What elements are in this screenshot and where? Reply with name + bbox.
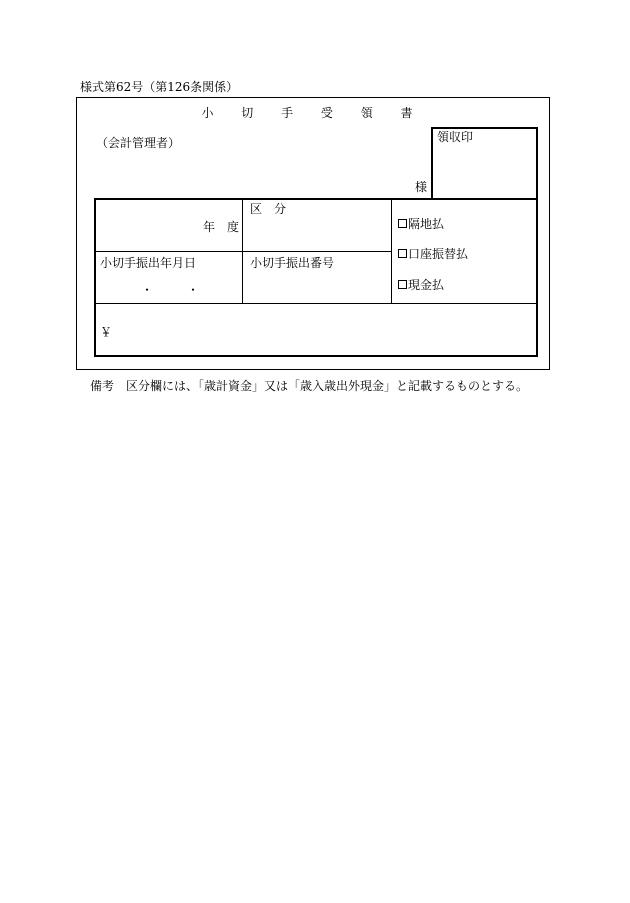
payment-option-label: 現金払 [408, 278, 445, 292]
grid-divider-horizontal-1 [95, 251, 392, 252]
amount-yen-symbol: ￥ [100, 325, 113, 339]
category-label: 区 分 [250, 202, 287, 216]
check-issue-date-label: 小切手振出年月日 [100, 256, 197, 270]
date-separator-2: ・ [187, 283, 200, 297]
grid-divider-horizontal-2 [95, 303, 537, 304]
checkbox-icon[interactable] [398, 280, 407, 289]
payment-option-remote[interactable] [398, 215, 444, 232]
date-separator-1: ・ [141, 283, 154, 297]
receipt-title: 小 切 手 受 領 書 [201, 106, 425, 120]
check-issue-number-label: 小切手振出番号 [250, 256, 335, 270]
checkbox-icon[interactable] [398, 219, 407, 228]
payment-option-transfer[interactable] [398, 245, 468, 262]
payment-option-label: 隔地払 [408, 217, 445, 231]
form-number-label: 様式第62号（第126条関係） [80, 80, 239, 94]
payment-option-label: 口座振替払 [408, 247, 469, 261]
remarks-note: 備考 区分欄には、「歳計資金」又は「歳入歳出外現金」と記載するものとする。 [90, 379, 529, 393]
details-grid [94, 198, 538, 357]
manager-label: （会計管理者） [96, 136, 181, 150]
checkbox-icon[interactable] [398, 249, 407, 258]
receipt-stamp-label: 領収印 [437, 130, 474, 144]
honorific-label: 様 [415, 180, 428, 194]
payment-option-cash[interactable] [398, 276, 444, 293]
fiscal-year-label: 年 度 [203, 220, 240, 234]
